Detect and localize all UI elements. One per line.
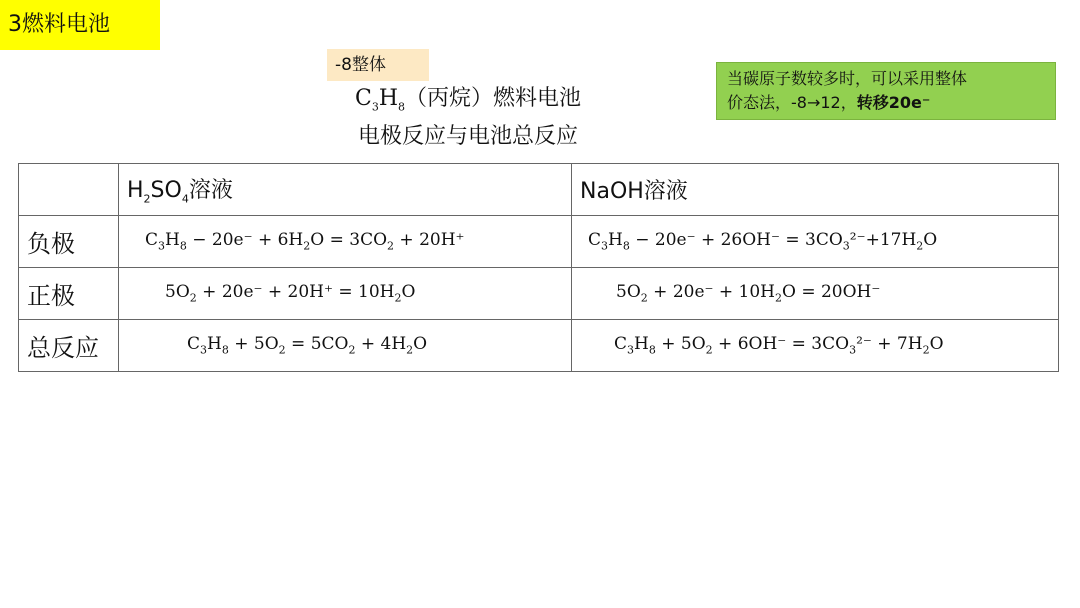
heading-line-1: [318, 84, 618, 122]
cell-positive-base: [572, 268, 1059, 320]
table-header-row: [19, 164, 1059, 216]
cell-positive-acid: [119, 268, 572, 320]
equation: $C_3H_8 + 5O_2 + 6OH^- = 3CO_3^{2-} + 7H_2O$: [614, 334, 944, 357]
tag-label: -8整体: [327, 49, 429, 81]
equation: $C_3H_8 + 5O_2 = 5CO_2 + 4H_2O$: [187, 334, 428, 357]
equation: $5O_2 + 20e^- + 10H_2O = 20OH^-$: [616, 282, 881, 305]
note-line-2-bold: 转移20e⁻: [856, 93, 931, 112]
equation: $C_3H_8 - 20e^- + 26OH^- = 3CO_3^{2-}+17H_2O$: [588, 230, 938, 253]
note-line-2: [727, 91, 1045, 115]
row-label-negative: 负极: [19, 216, 119, 268]
slide-title: 3燃料电池: [0, 0, 160, 50]
row-label-total: 总反应: [19, 320, 119, 372]
cell-total-acid: [119, 320, 572, 372]
propane-formula: $C_3H_8$: [354, 86, 405, 114]
heading-line-2: 电极反应与电池总反应: [357, 124, 578, 150]
equation: $C_3H_8 - 20e^- + 6H_2O = 3CO_2 + 20H^+$: [145, 230, 465, 253]
cell-total-base: [572, 320, 1059, 372]
table-row: [19, 216, 1059, 268]
note-box: [716, 62, 1056, 120]
row-label-positive: 正极: [19, 268, 119, 320]
heading-line-1-text: （丙烷）燃料电池: [405, 86, 582, 111]
cell-negative-acid: [119, 216, 572, 268]
equation: $5O_2 + 20e^- + 20H^+ = 10H_2O$: [165, 282, 416, 305]
header-acid: $H_2SO_4$溶液: [119, 164, 572, 216]
reaction-table: [18, 163, 1059, 372]
cell-negative-base: [572, 216, 1059, 268]
table-row: [19, 268, 1059, 320]
header-base: NaOH溶液: [572, 164, 1059, 216]
header-blank-cell: [19, 164, 119, 216]
page-heading: [318, 84, 618, 152]
note-line-2-prefix: 价态法，-8→12，: [727, 93, 857, 112]
note-line-1: 当碳原子数较多时，可以采用整体: [727, 69, 968, 88]
table-row: [19, 320, 1059, 372]
